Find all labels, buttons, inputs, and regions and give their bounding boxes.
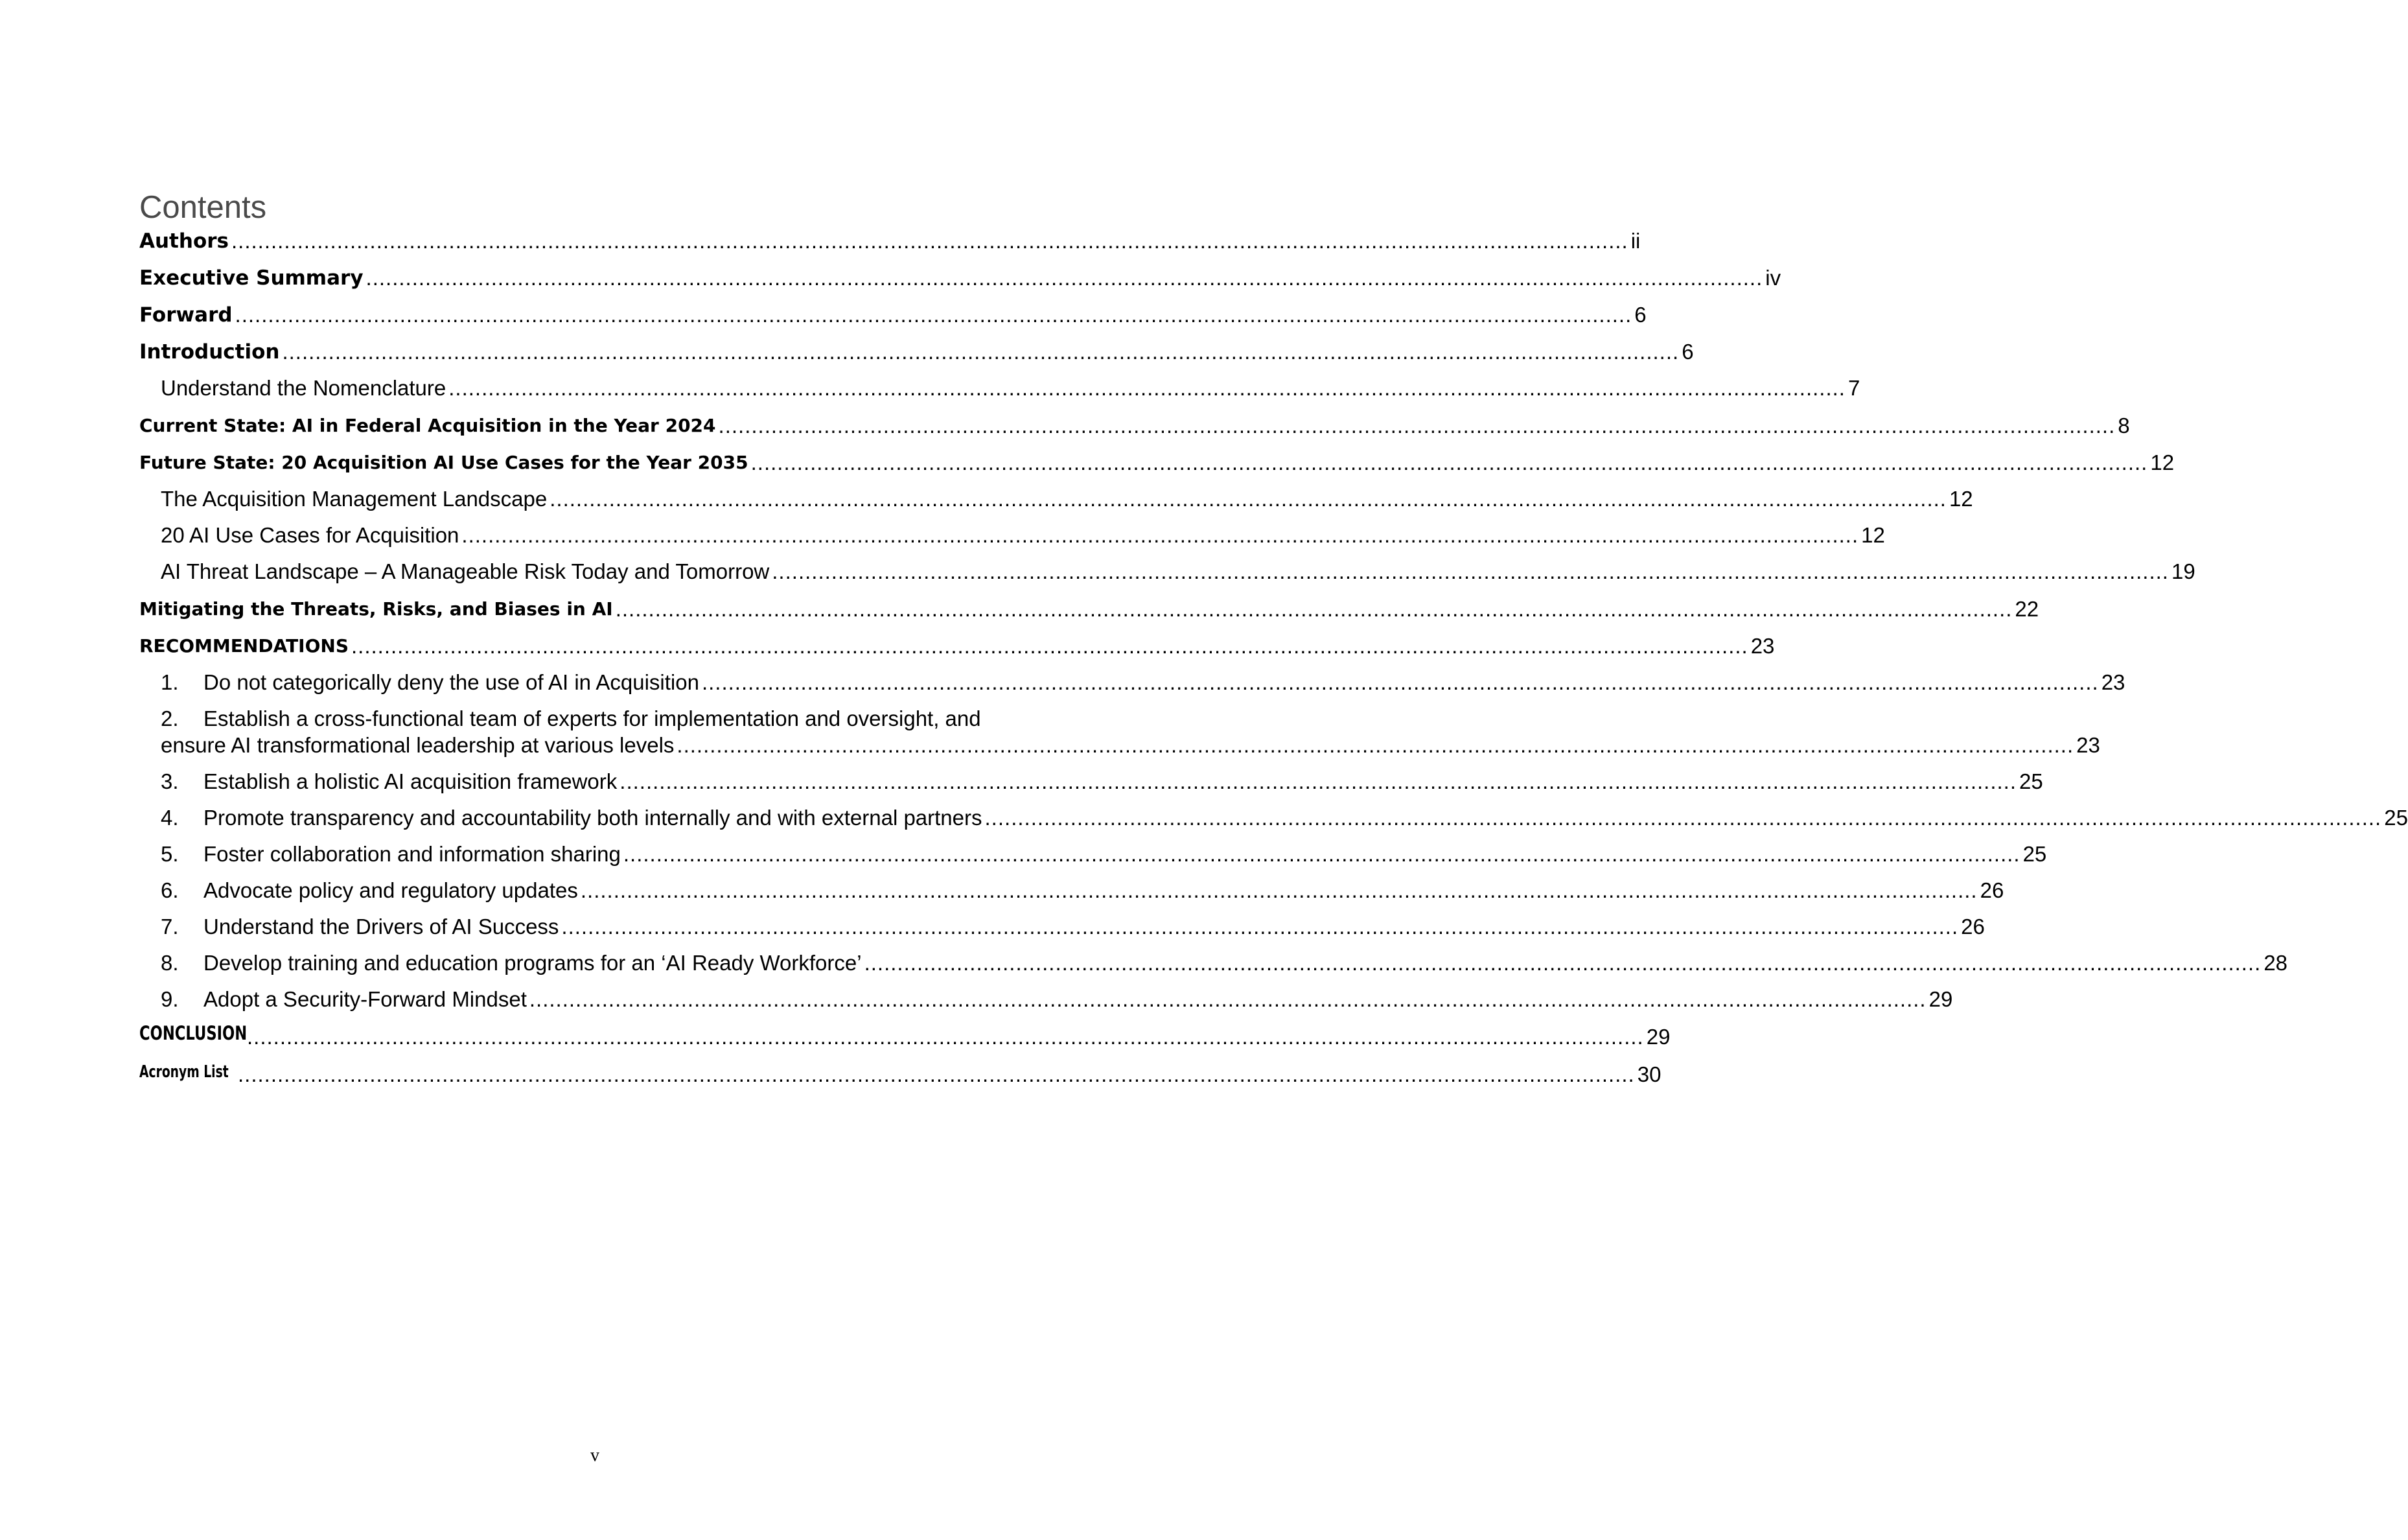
toc-page-number: 26 xyxy=(1980,878,2004,902)
leader-dots: .................................................................................................................................................................................................................... xyxy=(365,266,1763,290)
toc-entry-text xyxy=(161,913,559,941)
toc-page-number: 29 xyxy=(1646,1025,1671,1049)
toc-page-number: 25 xyxy=(2022,842,2047,866)
toc-page-number: 25 xyxy=(2019,769,2043,793)
toc-entry-rec-7[interactable] xyxy=(161,913,1985,941)
toc-page-number: ii xyxy=(1630,229,1641,253)
toc-entry-rec-2-line2[interactable] xyxy=(161,731,2100,760)
item-label: Develop training and education programs for an ‘AI Ready Workforce’ xyxy=(203,951,862,975)
leader-dots: .................................................................................................................................................................................................................... xyxy=(580,878,1978,902)
footer-page-number: v xyxy=(590,1445,599,1465)
toc-entry-text xyxy=(161,668,699,697)
toc-entry-text: ensure AI transformational leadership at various levels xyxy=(161,733,675,757)
leader-dots: .................................................................................................................................................................................................................... xyxy=(677,733,2074,757)
toc-page-number: 12 xyxy=(2150,450,2175,474)
item-number: 7. xyxy=(161,915,179,939)
leader-dots: .................................................................................................................................................................................................................... xyxy=(750,450,2148,474)
toc-entry-rec-6[interactable] xyxy=(161,876,2004,905)
toc-entry-text xyxy=(161,949,862,977)
toc-page-number: 12 xyxy=(1949,487,1973,511)
toc-page-number: 12 xyxy=(1861,523,1885,547)
leader-dots: .................................................................................................................................................................................................................... xyxy=(231,229,1628,253)
toc-entry-rec-3[interactable] xyxy=(161,767,2043,796)
toc-entry-text: Forward xyxy=(139,303,233,327)
item-label: Do not categorically deny the use of AI in Acquisition xyxy=(203,670,699,694)
toc-page-number: 6 xyxy=(1634,303,1647,327)
toc-entry-recommendations[interactable] xyxy=(139,632,1775,660)
toc-entry-text xyxy=(161,840,621,869)
leader-dots: .................................................................................................................................................................................................................... xyxy=(623,842,2020,866)
toc-entry-text xyxy=(161,767,617,796)
toc-entry-rec-1[interactable] xyxy=(161,668,2125,697)
toc-entry-text: Authors xyxy=(139,229,229,253)
toc-entry-authors[interactable] xyxy=(139,227,1641,255)
leader-dots: .................................................................................................................................................................................................................... xyxy=(615,597,2013,621)
toc-entry-introduction[interactable] xyxy=(139,338,1694,366)
toc-entry-executive-summary[interactable] xyxy=(139,264,1781,292)
toc-entry-rec-5[interactable] xyxy=(161,840,2047,869)
item-number: 2. xyxy=(161,706,179,730)
toc-entry-text: Acronym List xyxy=(139,1062,229,1082)
item-number: 8. xyxy=(161,951,179,975)
toc-entry-text xyxy=(161,985,527,1014)
toc-page-number: 8 xyxy=(2118,414,2130,438)
toc-entry-text: The Acquisition Management Landscape xyxy=(161,487,548,511)
toc-entry-text xyxy=(161,876,578,905)
leader-dots: .................................................................................................................................................................................................................... xyxy=(864,951,2262,975)
leader-dots: .................................................................................................................................................................................................................... xyxy=(461,523,1859,547)
toc-entry-text: Executive Summary xyxy=(139,266,364,290)
leader-dots: .................................................................................................................................................................................................................... xyxy=(247,1025,1644,1049)
toc-entry-rec-4[interactable] xyxy=(161,804,2408,832)
item-label: Establish a cross-functional team of experts for implementation and oversight, and xyxy=(203,706,981,730)
toc-entry-text: AI Threat Landscape – A Manageable Risk Today and Tomorrow xyxy=(161,559,770,583)
item-label: Adopt a Security-Forward Mindset xyxy=(203,987,527,1011)
leader-dots: .................................................................................................................................................................................................................... xyxy=(619,769,2017,793)
leader-dots: .................................................................................................................................................................................................................... xyxy=(561,915,1959,939)
leader-dots: .................................................................................................................................................................................................................... xyxy=(701,670,2099,694)
toc-page-number: 28 xyxy=(2263,951,2288,975)
leader-dots: .................................................................................................................................................................................................................... xyxy=(235,303,1632,327)
toc-entry-conclusion[interactable] xyxy=(139,1022,1671,1051)
item-number: 9. xyxy=(161,987,179,1011)
leader-dots: .................................................................................................................................................................................................................... xyxy=(718,414,2116,438)
leader-dots: .................................................................................................................................................................................................................... xyxy=(448,376,1846,400)
leader-dots: .................................................................................................................................................................................................................... xyxy=(282,340,1680,364)
item-label: Advocate policy and regulatory updates xyxy=(203,878,578,902)
item-label: Understand the Drivers of AI Success xyxy=(203,915,559,939)
toc-page-number: 23 xyxy=(2076,733,2100,757)
toc-page-number: iv xyxy=(1765,266,1781,290)
toc-entry-acquisition-landscape[interactable] xyxy=(161,485,1973,513)
toc-entry-text xyxy=(161,804,982,832)
toc-entry-text: RECOMMENDATIONS xyxy=(139,635,349,657)
toc-page-number: 23 xyxy=(2101,670,2125,694)
item-number: 3. xyxy=(161,769,179,793)
toc-page-number: 23 xyxy=(1750,634,1775,658)
item-number: 1. xyxy=(161,670,179,694)
leader-dots: .................................................................................................................................................................................................................... xyxy=(238,1062,1635,1086)
toc-page-number: 26 xyxy=(1961,915,1985,939)
toc-entry-future-state[interactable] xyxy=(139,449,2175,477)
toc-entry-current-state[interactable] xyxy=(139,412,2130,440)
toc-page-number: 25 xyxy=(2384,806,2408,830)
item-number: 5. xyxy=(161,842,179,866)
toc-entry-mitigating[interactable] xyxy=(139,595,2039,624)
toc-entry-ai-use-cases[interactable] xyxy=(161,521,1885,550)
toc-entry-rec-9[interactable] xyxy=(161,985,1953,1014)
item-number: 4. xyxy=(161,806,179,830)
toc-entry-rec-2-line1[interactable] xyxy=(161,705,1050,733)
leader-dots: .................................................................................................................................................................................................................... xyxy=(351,634,1748,658)
toc-entry-threat-landscape[interactable] xyxy=(161,557,2195,586)
toc-page-number: 30 xyxy=(1637,1062,1661,1086)
toc-entry-text: Future State: 20 Acquisition AI Use Cases for the Year 2035 xyxy=(139,452,748,473)
toc-entry-text: Understand the Nomenclature xyxy=(161,376,446,400)
toc-entry-text: Mitigating the Threats, Risks, and Biases in AI xyxy=(139,598,613,620)
leader-dots: .................................................................................................................................................................................................................... xyxy=(984,806,2382,830)
toc-page-number: 6 xyxy=(1682,340,1694,364)
item-number: 6. xyxy=(161,878,179,902)
toc-entry-rec-8[interactable] xyxy=(161,949,2288,977)
toc-entry-text: Introduction xyxy=(139,340,280,364)
item-label: Promote transparency and accountability both internally and with external partners xyxy=(203,806,982,830)
toc-page-number: 19 xyxy=(2171,559,2195,583)
toc-page-number: 22 xyxy=(2015,597,2039,621)
leader-dots: .................................................................................................................................................................................................................... xyxy=(529,987,1927,1011)
leader-dots: .................................................................................................................................................................................................................... xyxy=(550,487,1947,511)
toc-page-number: 29 xyxy=(1928,987,1953,1011)
item-label: Establish a holistic AI acquisition framework xyxy=(203,769,618,793)
toc-entry-text: CONCLUSION xyxy=(139,1022,248,1044)
toc-entry-text: 20 AI Use Cases for Acquisition xyxy=(161,523,459,547)
toc-entry-forward[interactable] xyxy=(139,301,1647,329)
toc-entry-nomenclature[interactable] xyxy=(161,374,1860,402)
toc-entry-acronym-list[interactable] xyxy=(139,1060,1661,1089)
page-title: Contents xyxy=(139,190,267,225)
toc-entry-text: Current State: AI in Federal Acquisition in the Year 2024 xyxy=(139,415,716,436)
toc-page-number: 7 xyxy=(1847,376,1860,400)
item-label: Foster collaboration and information sharing xyxy=(203,842,621,866)
leader-dots: .................................................................................................................................................................................................................... xyxy=(772,559,2169,583)
